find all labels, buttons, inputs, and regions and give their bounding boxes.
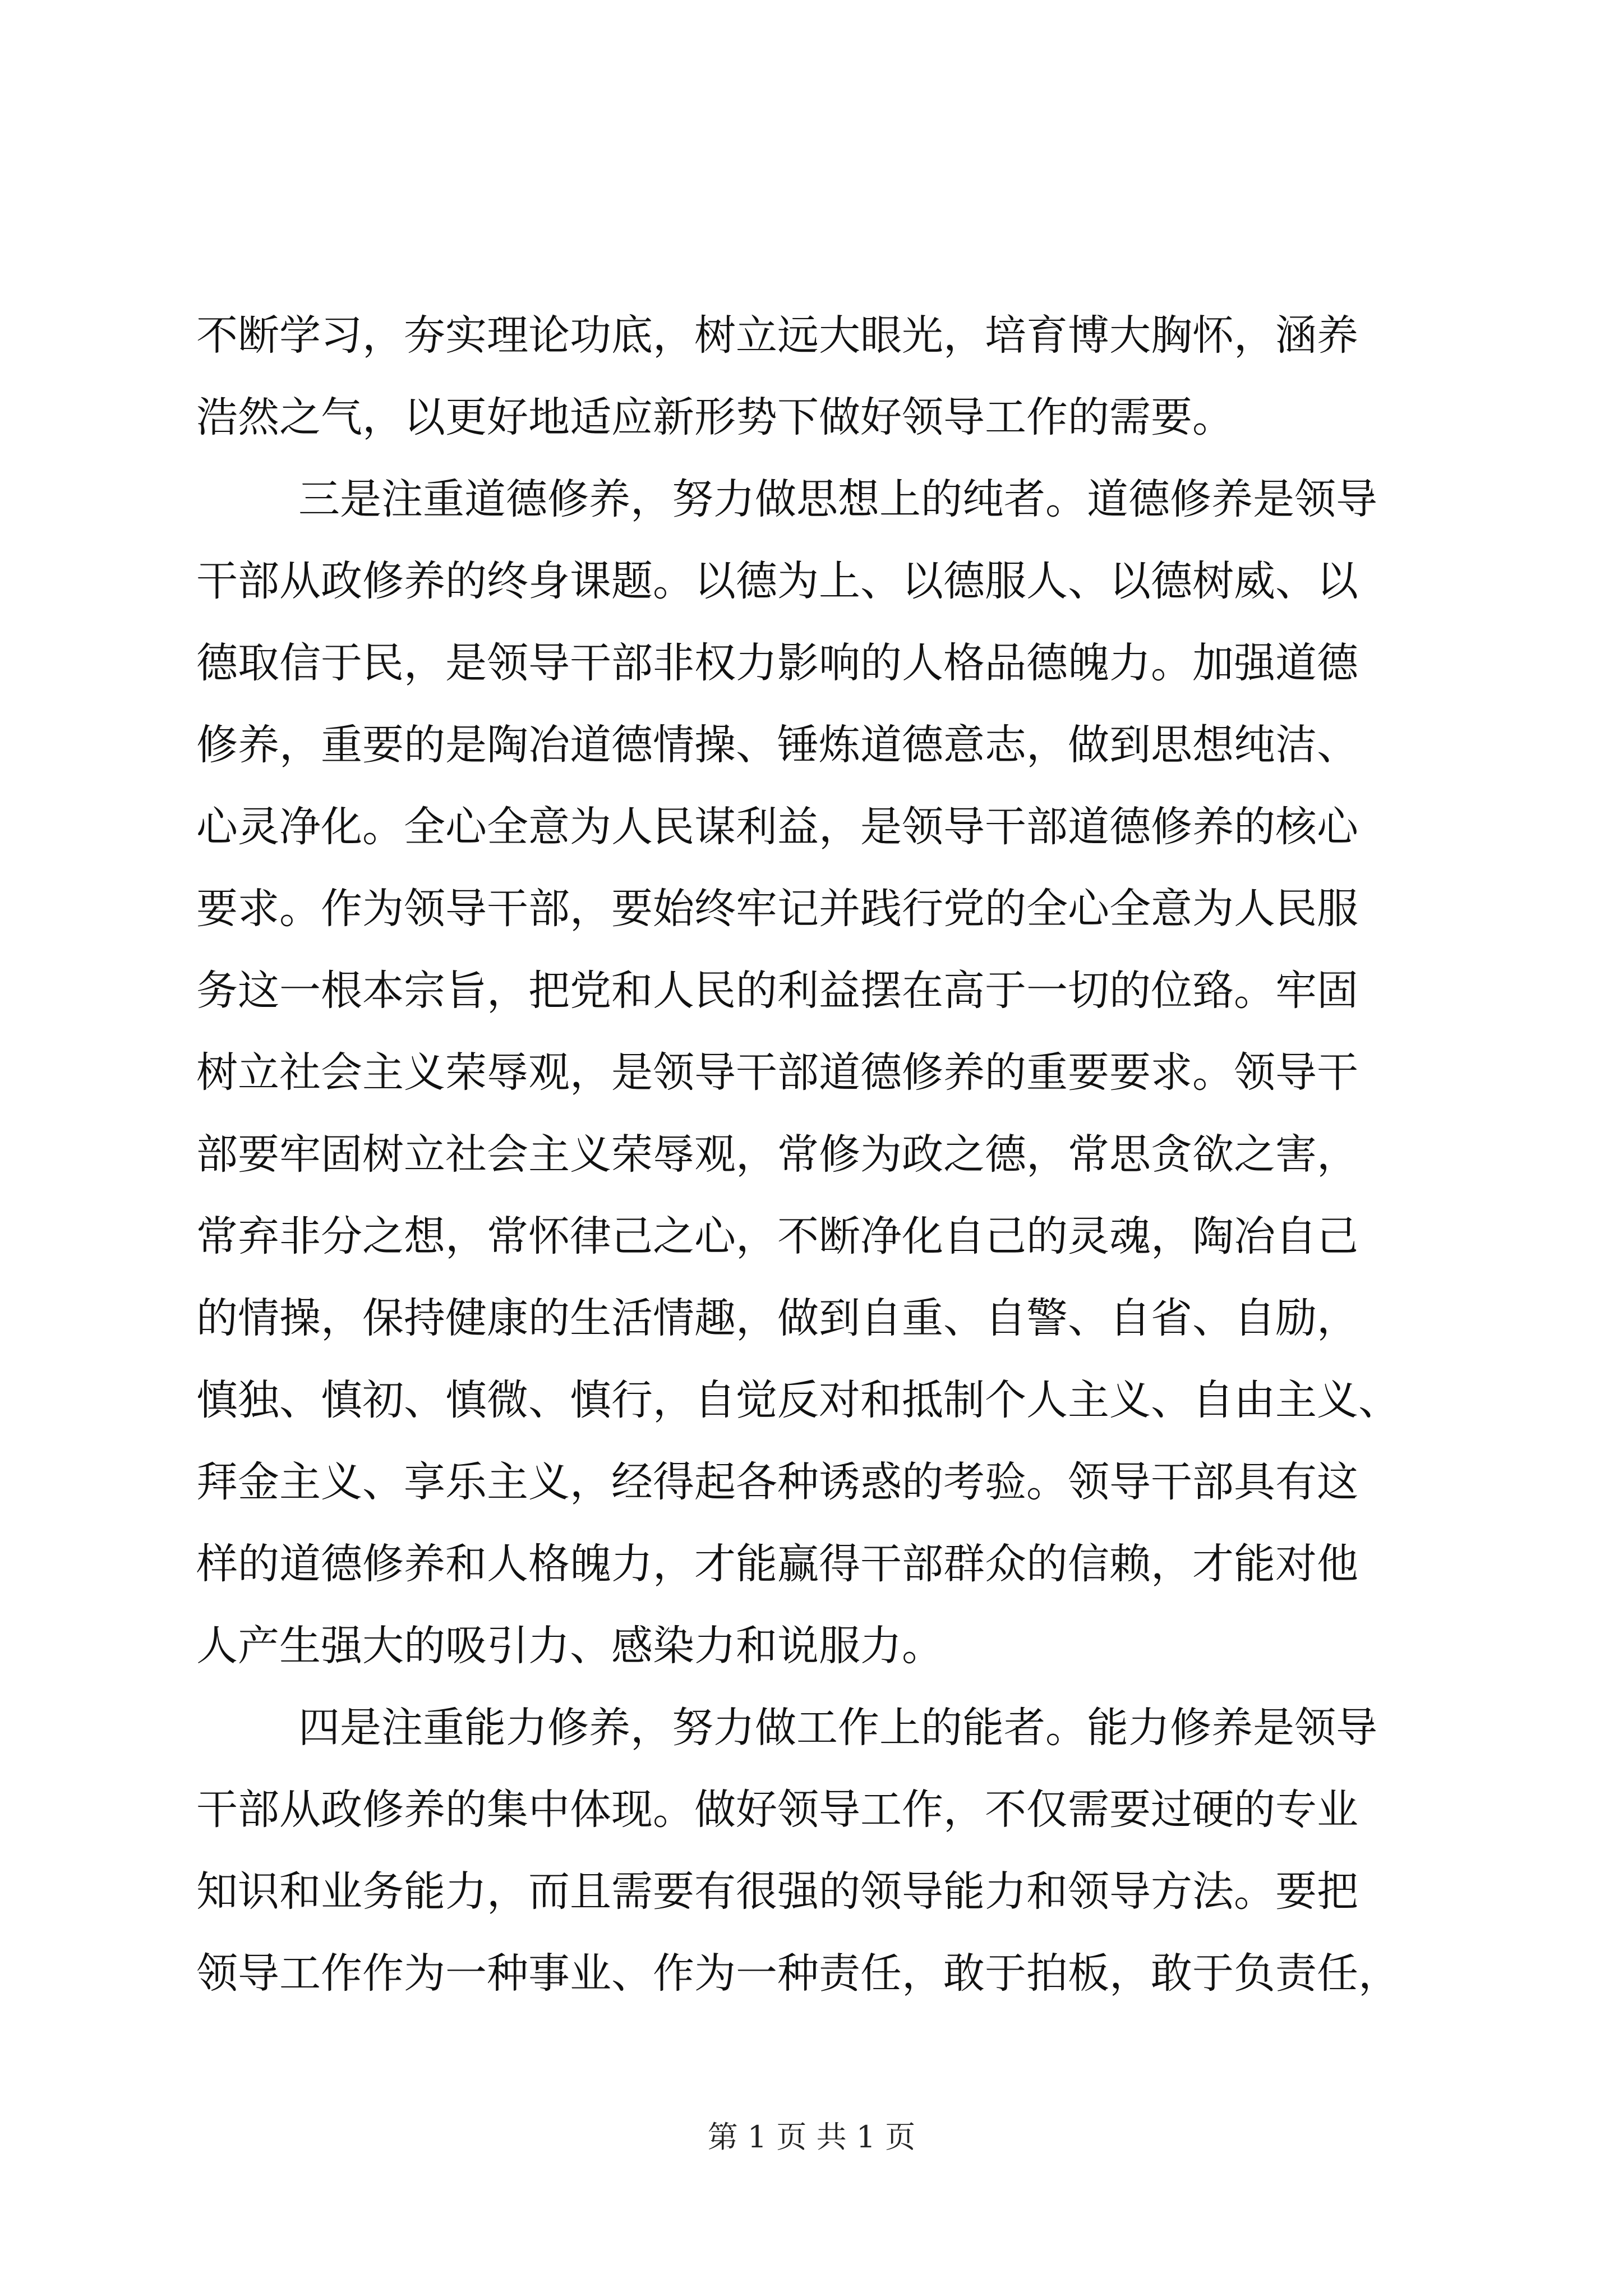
text-line: 常弃非分之想，常怀律己之心，不断净化自己的灵魂，陶冶自己 — [196, 1212, 1358, 1260]
paragraph-first-line: 三是注重道德修养，努力做思想上的纯者。道德修养是领导 — [298, 475, 1377, 523]
text-line: 领导工作作为一种事业、作为一种责任，敢于拍板，敢于负责任， — [196, 1949, 1400, 1998]
text-line: 树立社会主义荣辱观，是领导干部道德修养的重要要求。领导干 — [196, 1048, 1358, 1097]
text-line: 务这一根本宗旨，把党和人民的利益摆在高于一切的位臵。牢固 — [196, 967, 1358, 1015]
text-line: 不断学习，夯实理论功底，树立远大眼光，培育博大胸怀，涵养 — [196, 311, 1358, 360]
text-line: 干部从政修养的终身课题。以德为上、以德服人、以德树威、以 — [196, 557, 1358, 605]
text-line: 知识和业务能力，而且需要有很强的领导能力和领导方法。要把 — [196, 1867, 1358, 1916]
text-line: 的情操，保持健康的生活情趣，做到自重、自警、自省、自励， — [196, 1294, 1358, 1342]
text-line: 心灵净化。全心全意为人民谋利益，是领导干部道德修养的核心 — [196, 803, 1358, 851]
body-text — [196, 295, 1424, 2014]
text-line: 人产生强大的吸引力、感染力和说服力。 — [196, 1622, 943, 1670]
text-line: 拜金主义、享乐主义，经得起各种诱惑的考验。领导干部具有这 — [196, 1458, 1358, 1506]
text-line: 干部从政修养的集中体现。做好领导工作，不仅需要过硬的专业 — [196, 1786, 1358, 1834]
text-line: 修养，重要的是陶冶道德情操、锤炼道德意志，做到思想纯洁、 — [196, 721, 1358, 769]
page-footer: 第 1 页 共 1 页 — [707, 2119, 916, 2155]
text-line: 慎独、慎初、慎微、慎行，自觉反对和抵制个人主义、自由主义、 — [196, 1376, 1400, 1424]
text-line: 要求。作为领导干部，要始终牢记并践行党的全心全意为人民服 — [196, 885, 1358, 933]
text-line: 部要牢固树立社会主义荣辱观，常修为政之德，常思贪欲之害， — [196, 1130, 1358, 1179]
paragraph-first-line: 四是注重能力修养，努力做工作上的能者。能力修养是领导 — [298, 1704, 1377, 1752]
text-line: 样的道德修养和人格魄力，才能赢得干部群众的信赖，才能对他 — [196, 1540, 1358, 1588]
text-line: 德取信于民，是领导干部非权力影响的人格品德魄力。加强道德 — [196, 639, 1358, 687]
text-line: 浩然之气，以更好地适应新形势下做好领导工作的需要。 — [196, 393, 1234, 441]
